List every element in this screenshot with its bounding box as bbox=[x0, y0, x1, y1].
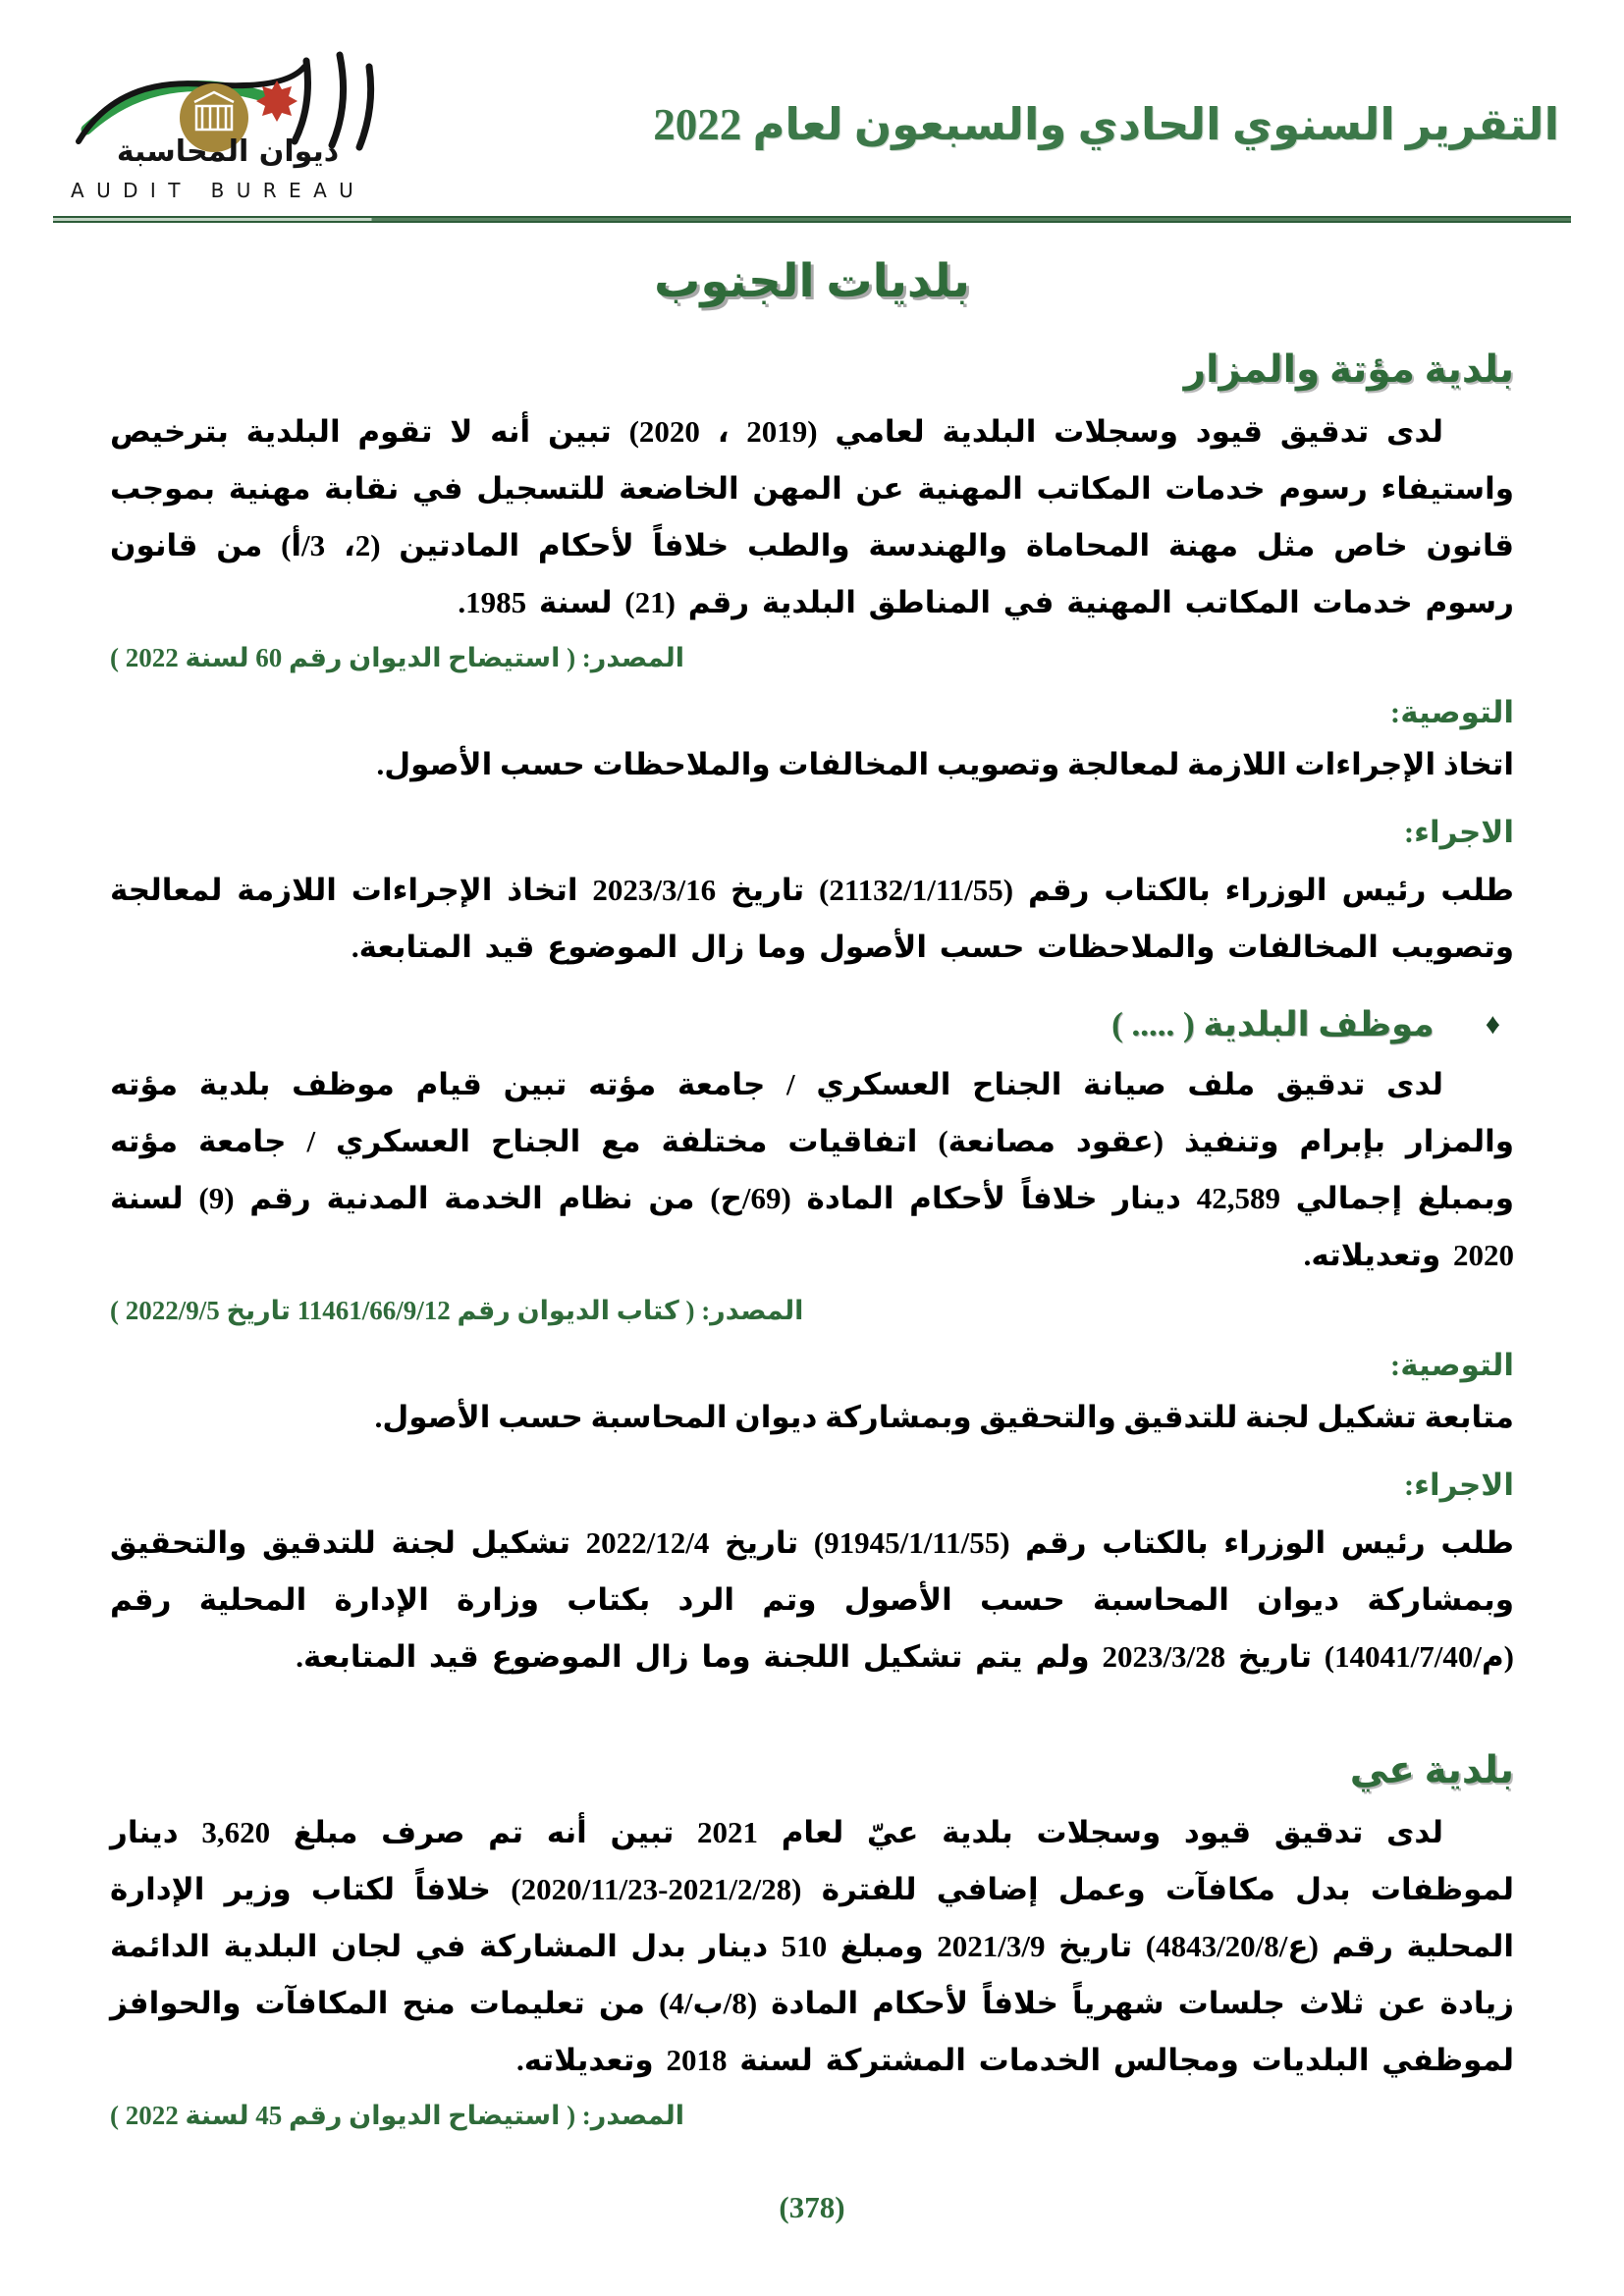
diamond-bullet-icon: ♦ bbox=[1485, 1008, 1500, 1041]
mutah-finding-paragraph: لدى تدقيق قيود وسجلات البلدية لعامي (2019 ، 2020) تبين أنه لا تقوم البلدية بترخيص واستيفاء رسوم خدمات المكاتب المهنية عن المهن الخاضعة للتسجيل في نقابة مهنية بموجب قانون خاص مثل مهنة المحاماة والهندسة والطب خلافاً لأحكام المادتين (2، 3/أ) من قانون رسوم خدمات المكاتب المهنية في المناطق البلدية رقم (21) لسنة 1985. bbox=[110, 414, 1514, 619]
audit-bureau-logo bbox=[59, 47, 398, 202]
ayy-source-line: المصدر: ( استيضاح الديوان رقم 45 لسنة 2022 ) bbox=[110, 2101, 685, 2130]
page-header bbox=[0, 0, 1624, 202]
employee-finding-paragraph: لدى تدقيق ملف صيانة الجناح العسكري / جامعة مؤته تبين قيام موظف بلدية مؤته والمزار بإبرام وتنفيذ (عقود مصانعة) اتفاقيات مختلفة مع الجناح العسكري / جامعة مؤته وبمبلغ إجمالي 42,589 دينار خلافاً لأحكام المادة (69/ح) من نظام الخدمة المدنية رقم (9) لسنة 2020 وتعديلاته. bbox=[110, 1067, 1514, 1272]
recommendation-label: التوصية: bbox=[1389, 695, 1514, 729]
action-label-2: الاجراء: bbox=[1403, 1468, 1514, 1502]
section-mutah-mazar-title: بلدية مؤتة والمزار bbox=[1183, 348, 1514, 391]
page-number: (378) bbox=[779, 2190, 845, 2224]
subsection-employee-title: موظف البلدية ( ..... ) bbox=[1111, 1005, 1435, 1043]
logo-latin-text: AUDIT BUREAU bbox=[71, 179, 366, 202]
page-content bbox=[0, 254, 1624, 2131]
logo-graphic bbox=[59, 47, 398, 192]
recommendation-label-2: التوصية: bbox=[1389, 1348, 1514, 1382]
subsection-employee-heading bbox=[110, 1005, 1514, 1044]
mutah-recommendation-text: اتخاذ الإجراءات اللازمة لمعالجة وتصويب المخالفات والملاحظات حسب الأصول. bbox=[376, 747, 1514, 781]
report-title: التقرير السنوي الحادي والسبعون لعام 2022 bbox=[653, 100, 1559, 149]
employee-source-line: المصدر: ( كتاب الديوان رقم 11461/66/9/12 تاريخ 2022/9/5 ) bbox=[110, 1296, 804, 1325]
logo-red-star bbox=[256, 80, 298, 122]
header-divider bbox=[53, 216, 1571, 223]
logo-calligraphy-stroke bbox=[295, 55, 371, 147]
mutah-source-line: المصدر: ( استيضاح الديوان رقم 60 لسنة 2022 ) bbox=[110, 643, 685, 672]
action-label: الاجراء: bbox=[1403, 815, 1514, 849]
section-ayy-title: بلدية عي bbox=[1349, 1749, 1514, 1791]
logo-arabic-calligraphy: ديوان المحاسبة bbox=[116, 134, 340, 169]
mutah-action-text: طلب رئيس الوزراء بالكتاب رقم (21132/1/11/55) تاريخ 2023/3/16 اتخاذ الإجراءات اللازمة لمعالجة وتصويب المخالفات والملاحظات حسب الأصول وما زال الموضوع قيد المتابعة. bbox=[110, 873, 1514, 964]
employee-recommendation-text: متابعة تشكيل لجنة للتدقيق والتحقيق وبمشاركة ديوان المحاسبة حسب الأصول. bbox=[374, 1400, 1514, 1434]
page-title: بلديات الجنوب bbox=[654, 256, 970, 307]
ayy-finding-paragraph: لدى تدقيق قيود وسجلات بلدية عيّ لعام 2021 تبين أنه تم صرف مبلغ 3,620 دينار لموظفات بدل مكافآت وعمل إضافي للفترة (2021/2/28-2020/11/23) خلافاً لكتاب وزير الإدارة المحلية رقم (ع/4843/20/8) تاريخ 2021/3/9 ومبلغ 510 دينار بدل المشاركة في لجان البلدية الدائمة زيادة عن ثلاث جلسات شهرياً خلافاً لأحكام المادة (8/ب/4) من تعليمات منح المكافآت والحوافز لموظفي البلديات ومجالس الخدمات المشتركة لسنة 2018 وتعديلاته. bbox=[110, 1815, 1514, 2077]
employee-action-text: طلب رئيس الوزراء بالكتاب رقم (91945/1/11/55) تاريخ 2022/12/4 تشكيل لجنة للتدقيق والتحقيق وبمشاركة ديوان المحاسبة حسب الأصول وتم الرد بكتاب وزارة الإدارة المحلية رقم (م/14041/7/40) تاريخ 2023/3/28 ولم يتم تشكيل اللجنة وما زال الموضوع قيد المتابعة. bbox=[110, 1525, 1514, 1674]
